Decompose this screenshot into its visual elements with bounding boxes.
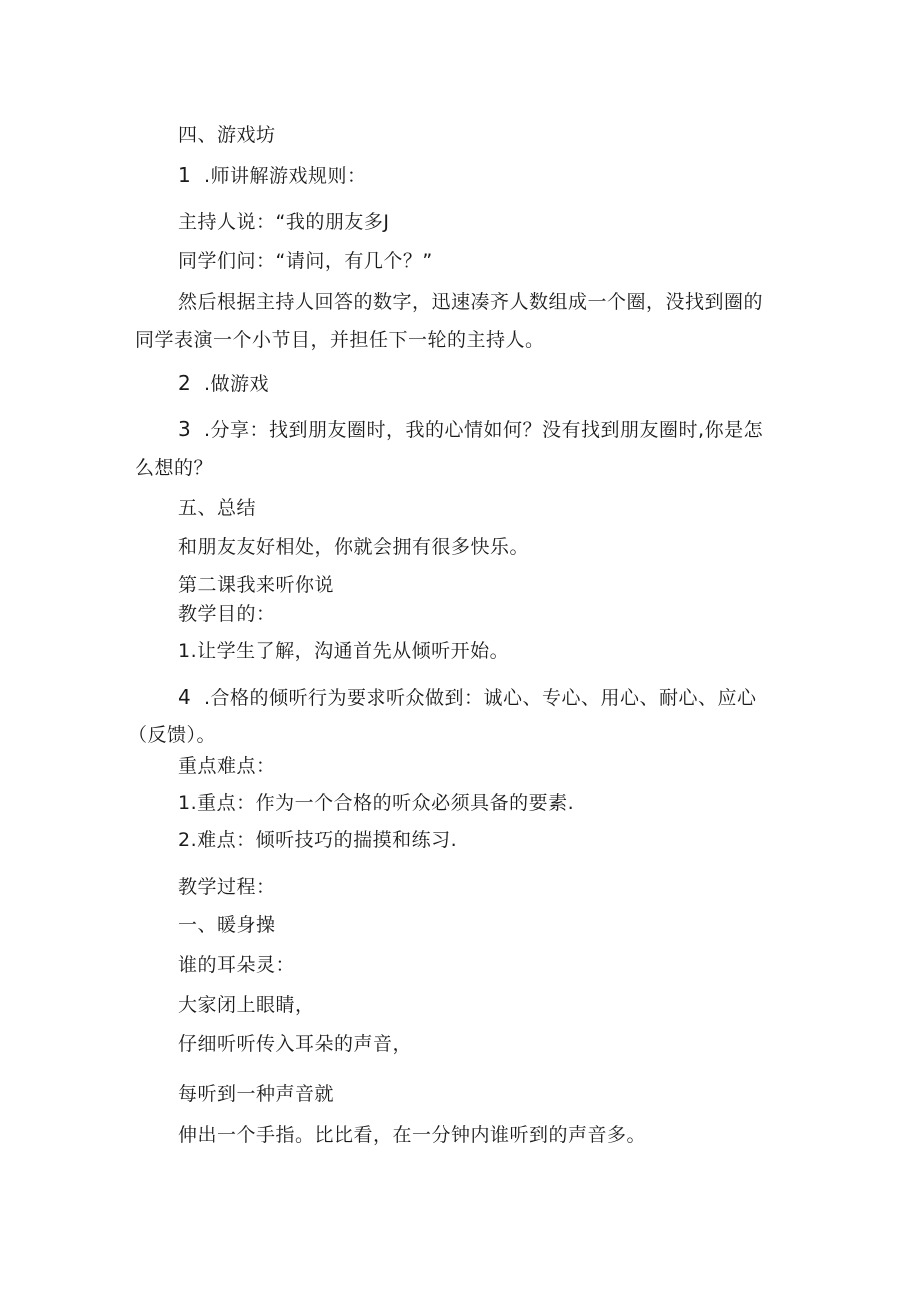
paragraph-line (178, 1122, 646, 1148)
list-item-1 (178, 162, 367, 189)
line-text: 谁的耳朵灵： (178, 954, 296, 976)
line-text: 仔细听听传入耳朵的声音， (178, 1033, 413, 1055)
paragraph-line (178, 289, 763, 315)
line-text: 么想的？ (135, 457, 214, 479)
paragraph-line (135, 327, 545, 353)
list-item-2 (178, 370, 269, 397)
line-text: 1.重点：作为一个合格的听众必须具备的要素. (178, 792, 575, 814)
line-text: 大家闭上眼睛， (178, 994, 315, 1016)
line-text: .合格的倾听行为要求听众做到：诚心、专心、用心、耐心、应心 (204, 687, 757, 709)
paragraph-line (178, 534, 529, 560)
subheading-key-points (178, 753, 276, 779)
paragraph-line (128, 722, 216, 748)
list-number: 2 (178, 371, 192, 395)
list-number: 4 (178, 685, 192, 709)
line-text: 第二课我来听你说 (178, 574, 335, 596)
paragraph-line (178, 992, 315, 1018)
paragraph-line (178, 1081, 334, 1107)
paragraph-line (178, 248, 433, 274)
paragraph-line (178, 638, 509, 664)
lesson-title (178, 572, 334, 598)
line-text: 一、暖身操 (178, 914, 276, 936)
list-number: 1 (178, 163, 192, 187)
line-text: 同学们问：“请问，有几个？” (178, 250, 433, 272)
line-text: 主持人说：“我的朋友多J (178, 211, 390, 233)
section-heading-game (178, 122, 276, 148)
paragraph-line (178, 790, 574, 816)
paragraph-line (135, 455, 213, 481)
subheading-process (178, 874, 276, 900)
line-text: 四、游戏坊 (178, 124, 276, 146)
line-text: 教学过程： (178, 876, 276, 898)
list-item-3 (178, 416, 763, 443)
line-text: 教学目的： (178, 603, 276, 625)
line-text: 和朋友友好相处，你就会拥有很多快乐。 (178, 536, 530, 558)
subheading-objectives (178, 601, 276, 627)
line-text: 每听到一种声音就 (178, 1083, 335, 1105)
list-item-4 (178, 684, 757, 711)
line-text: 伸出一个手指。比比看，在一分钟内谁听到的声音多。 (178, 1124, 647, 1146)
section-heading-warmup (178, 912, 276, 938)
line-text: 重点难点： (178, 755, 276, 777)
line-text: .分享：找到朋友圈时，我的心情如何？没有找到朋友圈时,你是怎 (204, 419, 764, 441)
line-text: （反馈）。 (128, 724, 217, 746)
line-text: 同学表演一个小节目，并担任下一轮的主持人。 (135, 329, 545, 351)
line-text: 1.让学生了解，沟通首先从倾听开始。 (178, 640, 510, 662)
paragraph-line (178, 952, 295, 978)
paragraph-line (178, 209, 389, 235)
paragraph-line (178, 1031, 412, 1057)
line-text: .做游戏 (204, 373, 270, 395)
line-text: .师讲解游戏规则： (204, 165, 367, 187)
section-heading-summary (178, 495, 256, 521)
list-number: 3 (178, 417, 192, 441)
paragraph-line (178, 827, 457, 853)
line-text: 然后根据主持人回答的数字，迅速凑齐人数组成一个圈，没找到圈的 (178, 291, 764, 313)
line-text: 2.难点：倾听技巧的揣摸和练习. (178, 829, 458, 851)
line-text: 五、总结 (178, 497, 257, 519)
